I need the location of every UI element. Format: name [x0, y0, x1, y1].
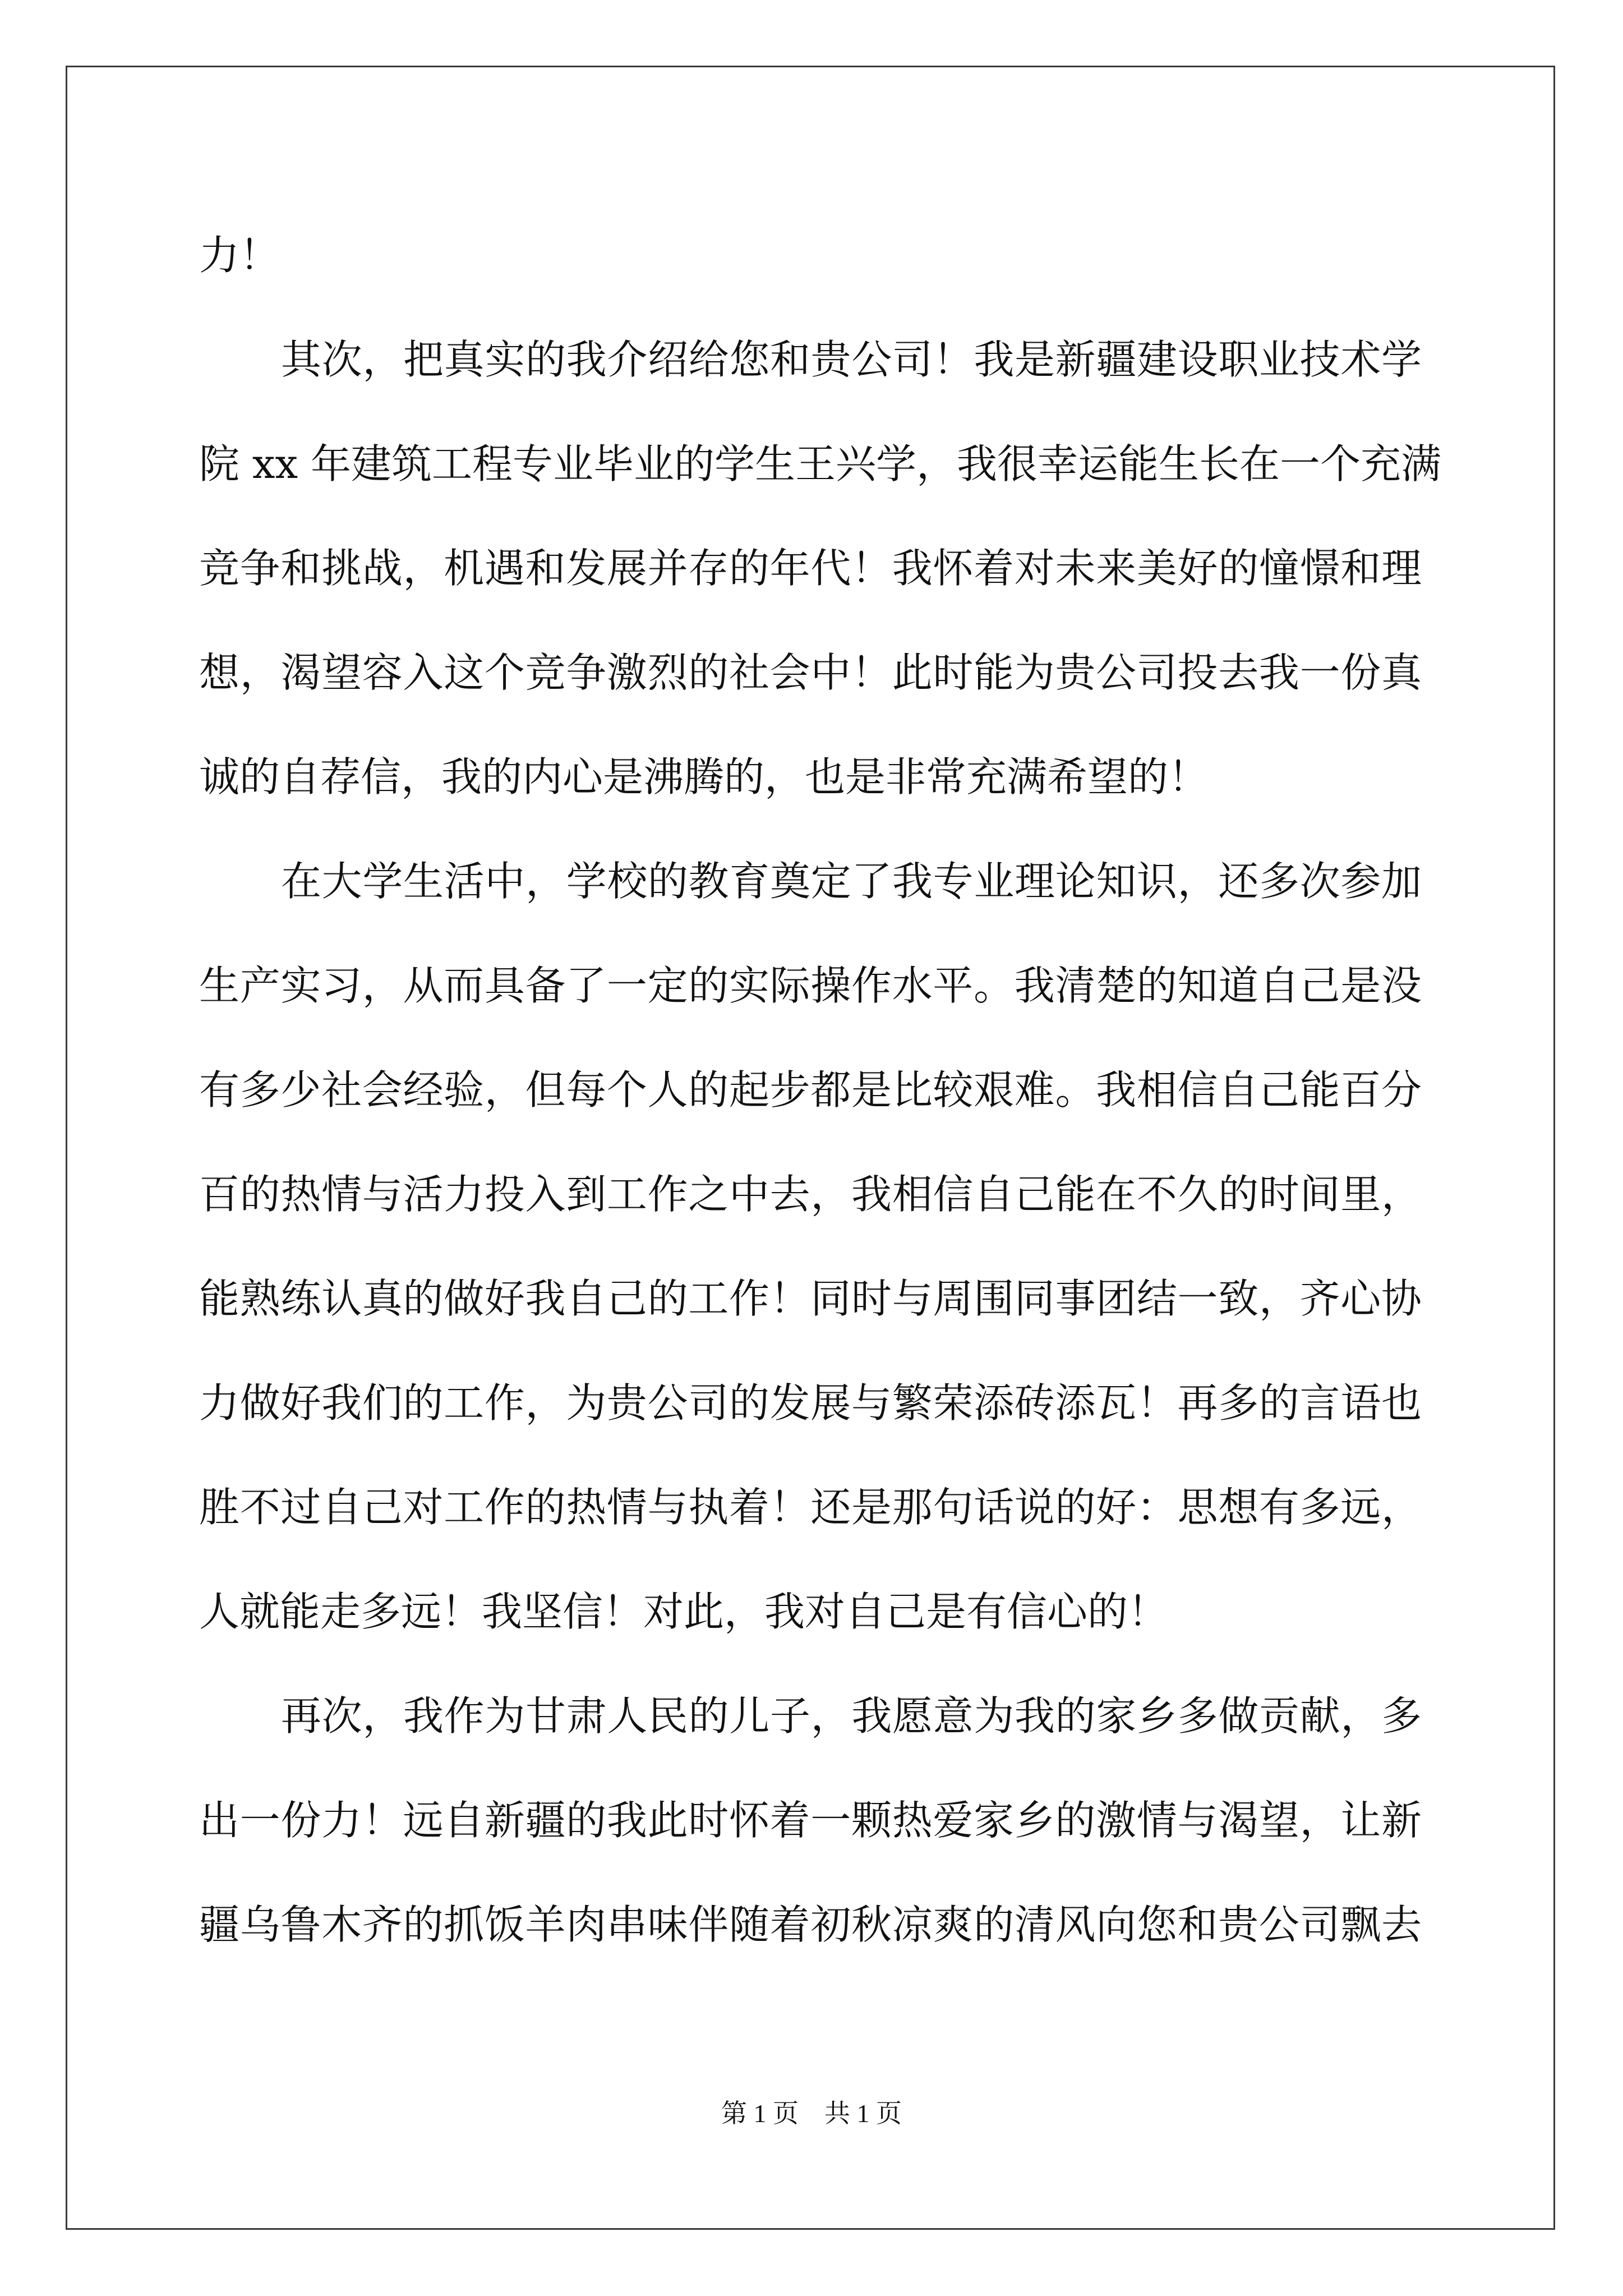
text-line: 院 xx 年建筑工程专业毕业的学生王兴学，我很幸运能生长在一个充满: [199, 440, 1441, 487]
text-line: 有多少社会经验，但每个人的起步都是比较艰难。我相信自己能百分: [199, 1066, 1422, 1114]
body-text: [199, 203, 1441, 1977]
text-line: 竞争和挑战，机遇和发展并存的年代！我怀着对未来美好的憧憬和理: [199, 545, 1422, 592]
text-line: 力！: [199, 232, 280, 279]
text-line: 胜不过自己对工作的热情与执着！还是那句话说的好：思想有多远，: [199, 1484, 1422, 1531]
text-line: 在大学生活中，学校的教育奠定了我专业理论知识，还多次参加: [281, 858, 1422, 905]
text-line: 诚的自荐信，我的内心是沸腾的，也是非常充满希望的！: [199, 753, 1209, 800]
text-line: 想，渴望容入这个竞争激烈的社会中！此时能为贵公司投去我一份真: [199, 649, 1422, 696]
text-line: 再次，我作为甘肃人民的儿子，我愿意为我的家乡多做贡献，多: [281, 1692, 1422, 1740]
text-line: 能熟练认真的做好我自己的工作！同时与周围同事团结一致，齐心协: [199, 1275, 1422, 1322]
page-footer: [0, 2097, 1623, 2131]
text-line: 人就能走多远！我坚信！对此，我对自己是有信心的！: [199, 1588, 1169, 1635]
text-line: 出一份力！远自新疆的我此时怀着一颗热爱家乡的激情与渴望，让新: [199, 1797, 1422, 1844]
text-line: 其次，把真实的我介绍给您和贵公司！我是新疆建设职业技术学: [281, 336, 1422, 383]
page-total: 共 1 页: [824, 2099, 902, 2128]
text-line: 生产实习，从而具备了一定的实际操作水平。我清楚的知道自己是没: [199, 962, 1422, 1009]
text-line: 百的热情与活力投入到工作之中去，我相信自己能在不久的时间里，: [199, 1171, 1422, 1218]
text-line: 力做好我们的工作，为贵公司的发展与繁荣添砖添瓦！再多的言语也: [199, 1379, 1422, 1427]
text-line: 疆乌鲁木齐的抓饭羊肉串味伴随着初秋凉爽的清风向您和贵公司飘去: [199, 1901, 1422, 1948]
page-number: 第 1 页: [721, 2099, 799, 2128]
